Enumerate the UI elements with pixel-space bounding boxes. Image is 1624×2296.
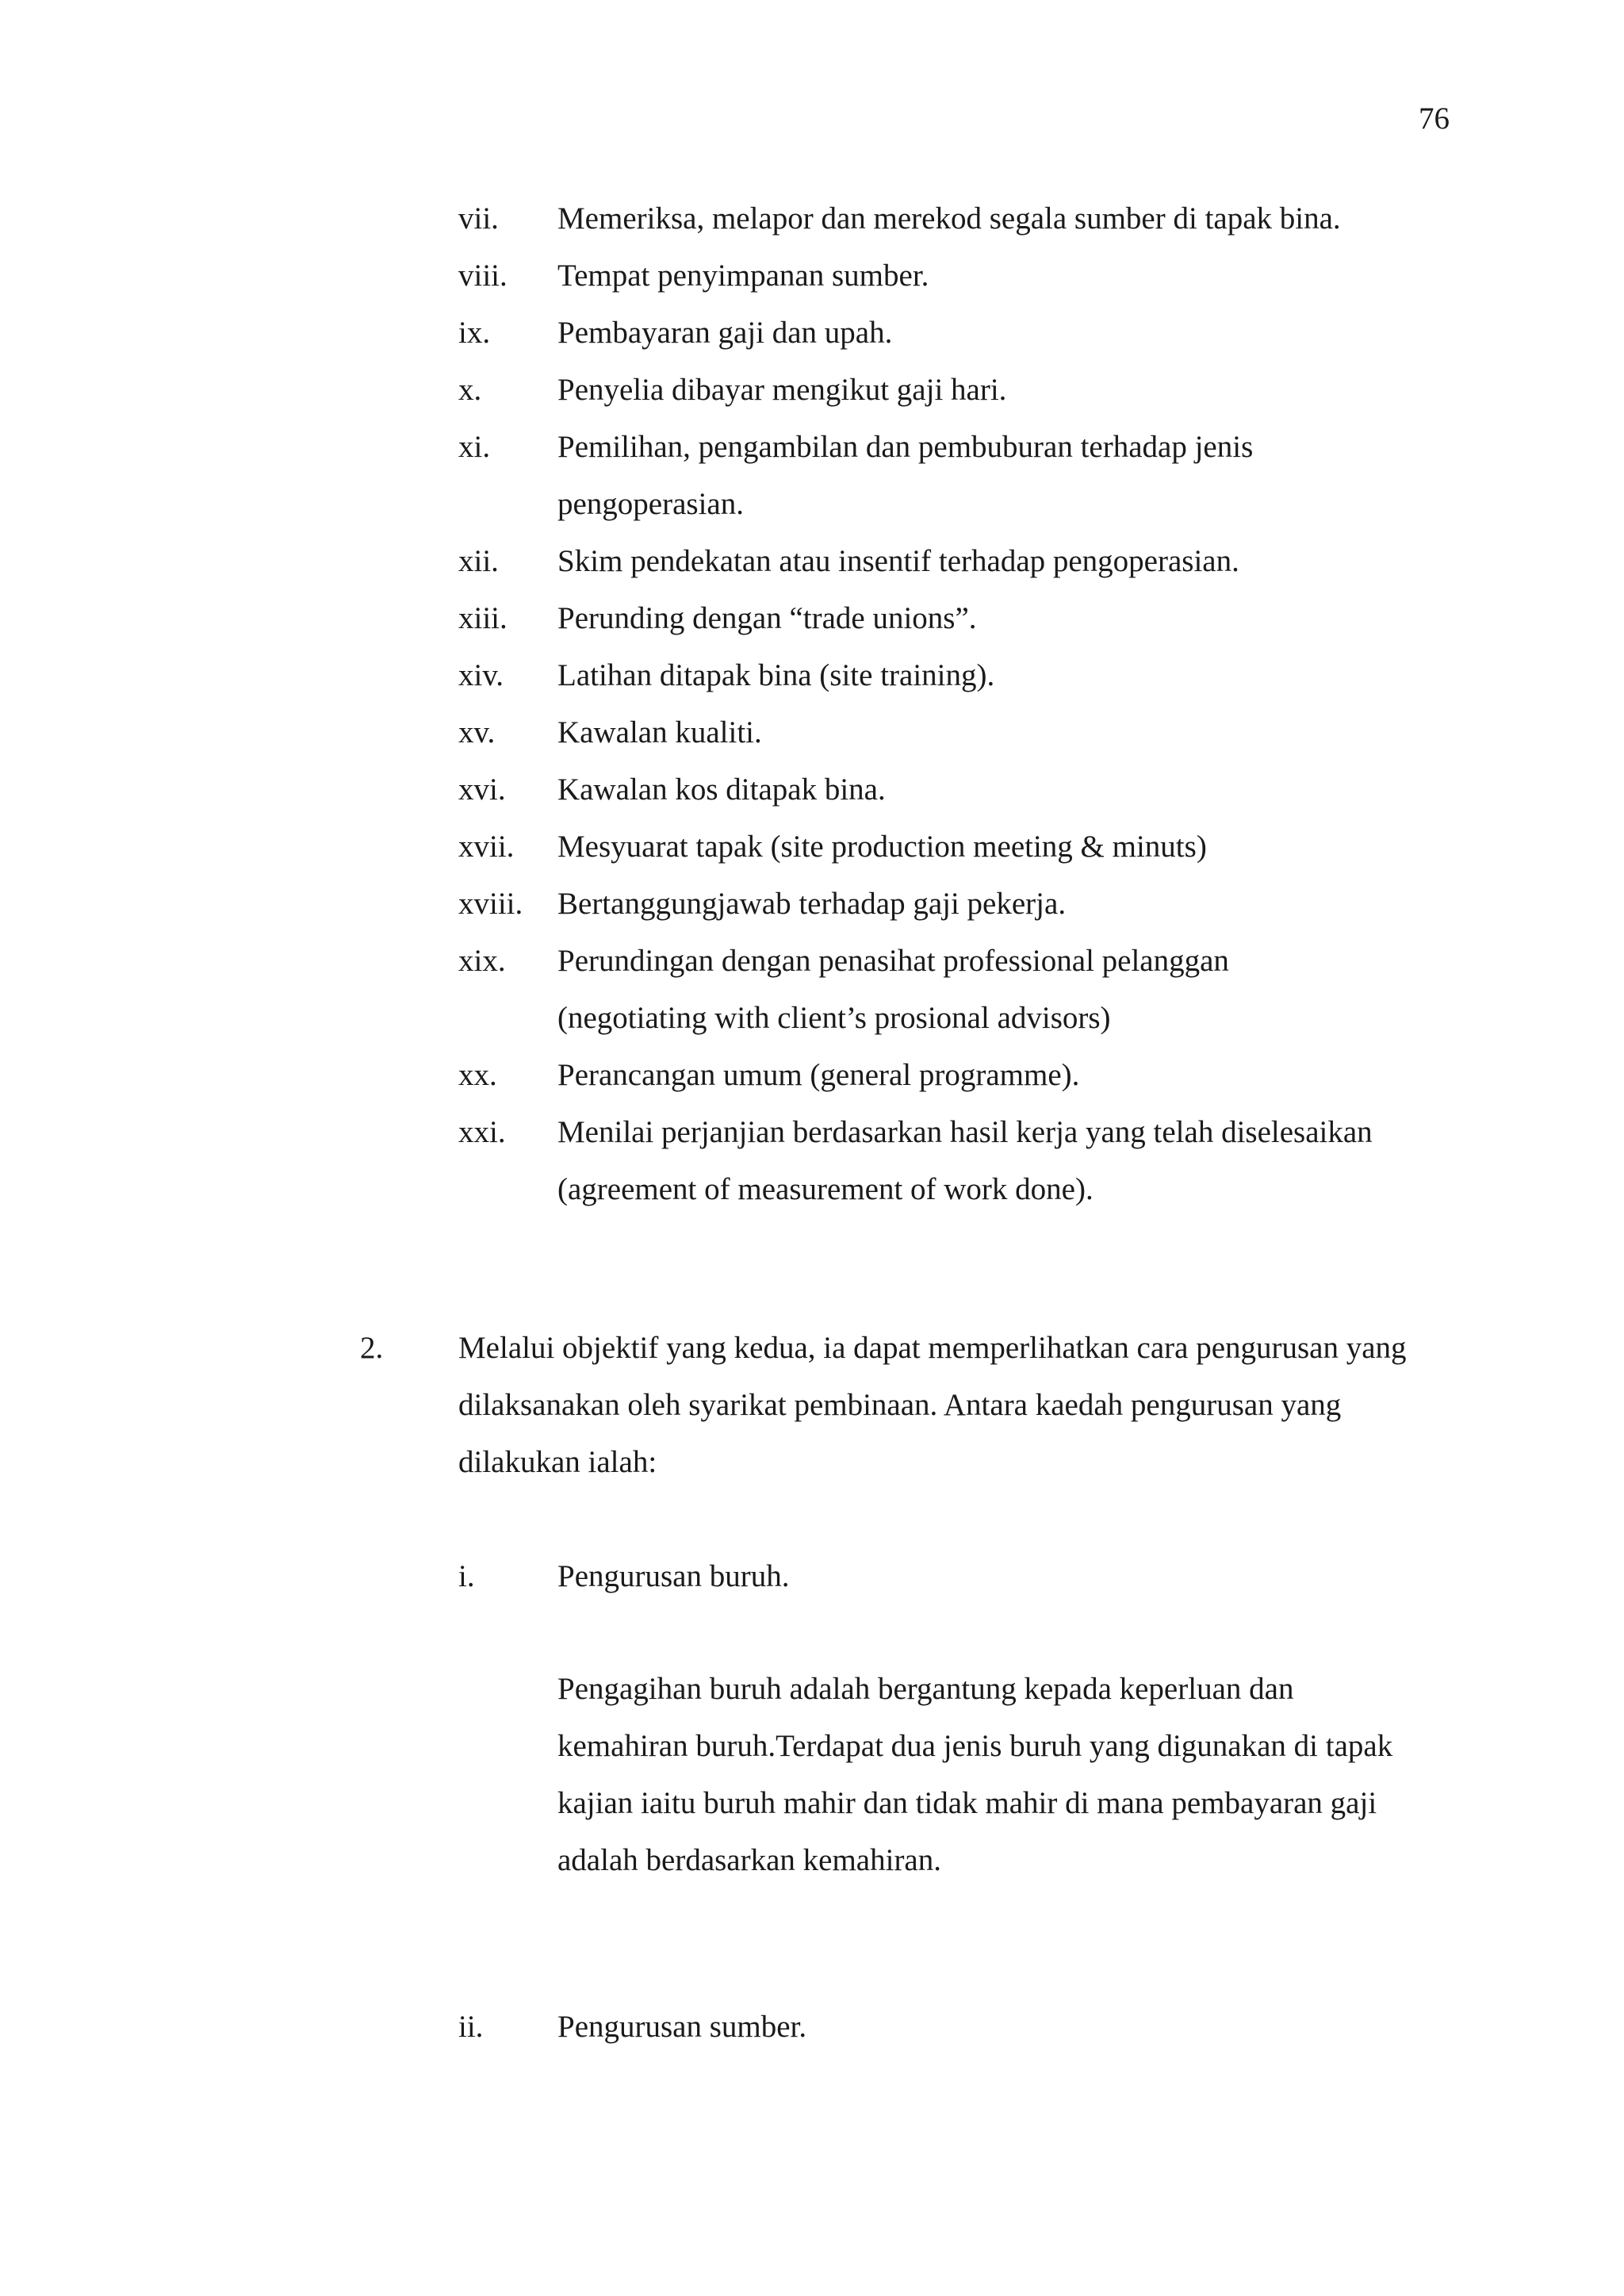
sub-list-item — [0, 1548, 1624, 1605]
list-item-text: Perunding dengan “trade unions”. — [557, 601, 977, 635]
list-item — [0, 190, 1624, 247]
list-item-number: xvii. — [458, 830, 515, 864]
list-item-number: xvi. — [458, 772, 506, 807]
list-item-text: Skim pendekatan atau insentif terhadap pengoperasian. — [557, 544, 1239, 578]
list-item-text: Menilai perjanjian berdasarkan hasil kerja yang telah diselesaikan (agreement of measurement of work done). — [557, 1115, 1373, 1206]
list-item-number: xxi. — [458, 1115, 506, 1149]
sub-item-number: i. — [458, 1559, 475, 1593]
section-paragraph: Melalui objektif yang kedua, ia dapat memperlihatkan cara pengurusan yang dilaksanakan oleh syarikat pembinaan. Antara kaedah pengurusan yang dilakukan ialah: — [458, 1331, 1407, 1479]
list-item-text: Pembayaran gaji dan upah. — [557, 316, 893, 350]
list-item — [0, 305, 1624, 362]
list-item-text: Tempat penyimpanan sumber. — [557, 259, 929, 293]
list-item — [0, 1104, 1624, 1218]
list-item-number: xiii. — [458, 601, 508, 635]
list-item-number: xii. — [458, 544, 499, 578]
numbered-section-2 — [0, 1320, 1624, 1491]
list-item — [0, 761, 1624, 818]
list-item-number: xix. — [458, 944, 506, 978]
list-item-text: Memeriksa, melapor dan merekod segala sumber di tapak bina. — [557, 201, 1341, 236]
list-item — [0, 247, 1624, 305]
sub-item-number: ii. — [458, 2010, 484, 2044]
list-item-number: xv. — [458, 715, 496, 749]
list-item-text: Penyelia dibayar mengikut gaji hari. — [557, 373, 1007, 407]
roman-numeral-list — [0, 190, 1624, 1218]
section-number: 2. — [360, 1331, 384, 1365]
list-item — [0, 1047, 1624, 1104]
list-item — [0, 362, 1624, 419]
list-item — [0, 533, 1624, 590]
sub-list-item — [0, 1999, 1624, 2056]
list-item-number: xx. — [458, 1058, 497, 1092]
list-item-text: Kawalan kualiti. — [557, 715, 762, 749]
page-number: 76 — [1419, 102, 1450, 136]
list-item-number: vii. — [458, 201, 499, 236]
list-item — [0, 419, 1624, 533]
list-item-text: Bertanggungjawab terhadap gaji pekerja. — [557, 887, 1067, 921]
list-item — [0, 647, 1624, 704]
list-item — [0, 590, 1624, 647]
sub-item-title: Pengurusan sumber. — [557, 2010, 807, 2044]
list-item-text: Pemilihan, pengambilan dan pembuburan terhadap jenis pengoperasian. — [557, 430, 1254, 521]
list-item-text: Latihan ditapak bina (site training). — [557, 658, 995, 692]
list-item-number: xi. — [458, 430, 491, 464]
list-item-number: xiv. — [458, 658, 504, 692]
list-item-text: Perancangan umum (general programme). — [557, 1058, 1080, 1092]
list-item-number: ix. — [458, 316, 491, 350]
sub-item-paragraph: Pengagihan buruh adalah bergantung kepada keperluan dan kemahiran buruh.Terdapat dua jenis buruh yang digunakan di tapak kajian iaitu buruh mahir dan tidak mahir di mana pembayaran gaji adalah berdasarkan kemahiran. — [557, 1672, 1393, 1877]
sub-item-title: Pengurusan buruh. — [557, 1559, 790, 1593]
list-item-text: Perundingan dengan penasihat professional pelanggan (negotiating with client’s prosional advisors) — [557, 944, 1229, 1035]
list-item-number: xviii. — [458, 887, 523, 921]
list-item — [0, 876, 1624, 933]
list-item-number: viii. — [458, 259, 508, 293]
list-item — [0, 704, 1624, 761]
list-item-text: Mesyuarat tapak (site production meeting & minuts) — [557, 830, 1207, 864]
list-item — [0, 933, 1624, 1047]
list-item-text: Kawalan kos ditapak bina. — [557, 772, 886, 807]
list-item-number: x. — [458, 373, 482, 407]
list-item — [0, 818, 1624, 876]
